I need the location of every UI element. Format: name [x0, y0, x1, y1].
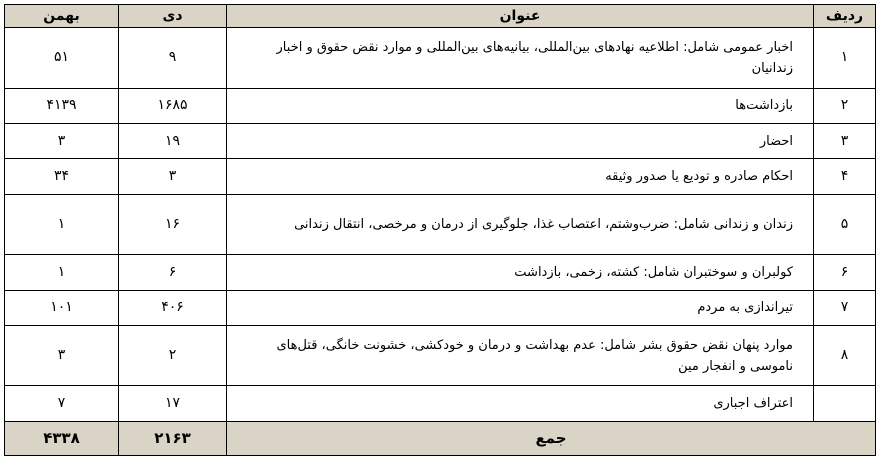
row-title: بازداشت‌ها — [227, 88, 814, 123]
row-index — [814, 386, 876, 421]
table-row — [5, 255, 876, 290]
header-index: ردیف — [814, 5, 876, 28]
row-bahman-value: ۱ — [5, 255, 119, 290]
table-row — [5, 290, 876, 325]
table-row — [5, 123, 876, 158]
total-row — [5, 421, 876, 455]
row-dey-value: ۶ — [119, 255, 227, 290]
row-dey-value: ۱۹ — [119, 123, 227, 158]
row-bahman-value: ۳ — [5, 325, 119, 386]
row-title: احکام صادره و تودیع یا صدور وثیقه — [227, 159, 814, 194]
total-bahman-value: ۴۳۳۸ — [5, 421, 119, 455]
row-title: موارد پنهان نقض حقوق بشر شامل: عدم بهداشت و درمان و خودکشی، خشونت خانگی، قتل‌های ناموسی و انفجار مین — [227, 325, 814, 386]
table-row — [5, 325, 876, 386]
row-bahman-value: ۳ — [5, 123, 119, 158]
total-label: جمع — [227, 421, 876, 455]
row-bahman-value: ۳۴ — [5, 159, 119, 194]
total-dey-value: ۲۱۶۳ — [119, 421, 227, 455]
row-bahman-value: ۷ — [5, 386, 119, 421]
row-title: تیراندازی به مردم — [227, 290, 814, 325]
row-title: اعتراف اجباری — [227, 386, 814, 421]
row-title: زندان و زندانی شامل: ضرب‌وشتم، اعتصاب غذا، جلوگیری از درمان و مرخصی، انتقال زندانی — [227, 194, 814, 255]
violations-summary-table — [4, 4, 876, 456]
row-index: ۲ — [814, 88, 876, 123]
table-row — [5, 194, 876, 255]
row-bahman-value: ۵۱ — [5, 28, 119, 89]
row-index: ۸ — [814, 325, 876, 386]
row-dey-value: ۴۰۶ — [119, 290, 227, 325]
header-row — [5, 5, 876, 28]
row-title: اخبار عمومی شامل: اطلاعیه نهادهای بین‌المللی، بیانیه‌های بین‌المللی و موارد نقض حقوق و اخبار زندانیان — [227, 28, 814, 89]
table-row — [5, 386, 876, 421]
row-title: احضار — [227, 123, 814, 158]
row-title: کولبران و سوختبران شامل: کشته، زخمی، بازداشت — [227, 255, 814, 290]
row-index: ۴ — [814, 159, 876, 194]
table-row — [5, 88, 876, 123]
row-index: ۵ — [814, 194, 876, 255]
report-table-container — [4, 4, 875, 456]
row-dey-value: ۱۶ — [119, 194, 227, 255]
row-dey-value: ۱۷ — [119, 386, 227, 421]
row-dey-value: ۹ — [119, 28, 227, 89]
table-row — [5, 159, 876, 194]
row-index: ۳ — [814, 123, 876, 158]
table-row — [5, 28, 876, 89]
row-index: ۶ — [814, 255, 876, 290]
header-bahman: بهمن — [5, 5, 119, 28]
row-dey-value: ۲ — [119, 325, 227, 386]
row-dey-value: ۳ — [119, 159, 227, 194]
row-dey-value: ۱۶۸۵ — [119, 88, 227, 123]
row-index: ۱ — [814, 28, 876, 89]
header-dey: دی — [119, 5, 227, 28]
header-title: عنوان — [227, 5, 814, 28]
row-bahman-value: ۴۱۳۹ — [5, 88, 119, 123]
row-bahman-value: ۱ — [5, 194, 119, 255]
row-index: ۷ — [814, 290, 876, 325]
row-bahman-value: ۱۰۱ — [5, 290, 119, 325]
